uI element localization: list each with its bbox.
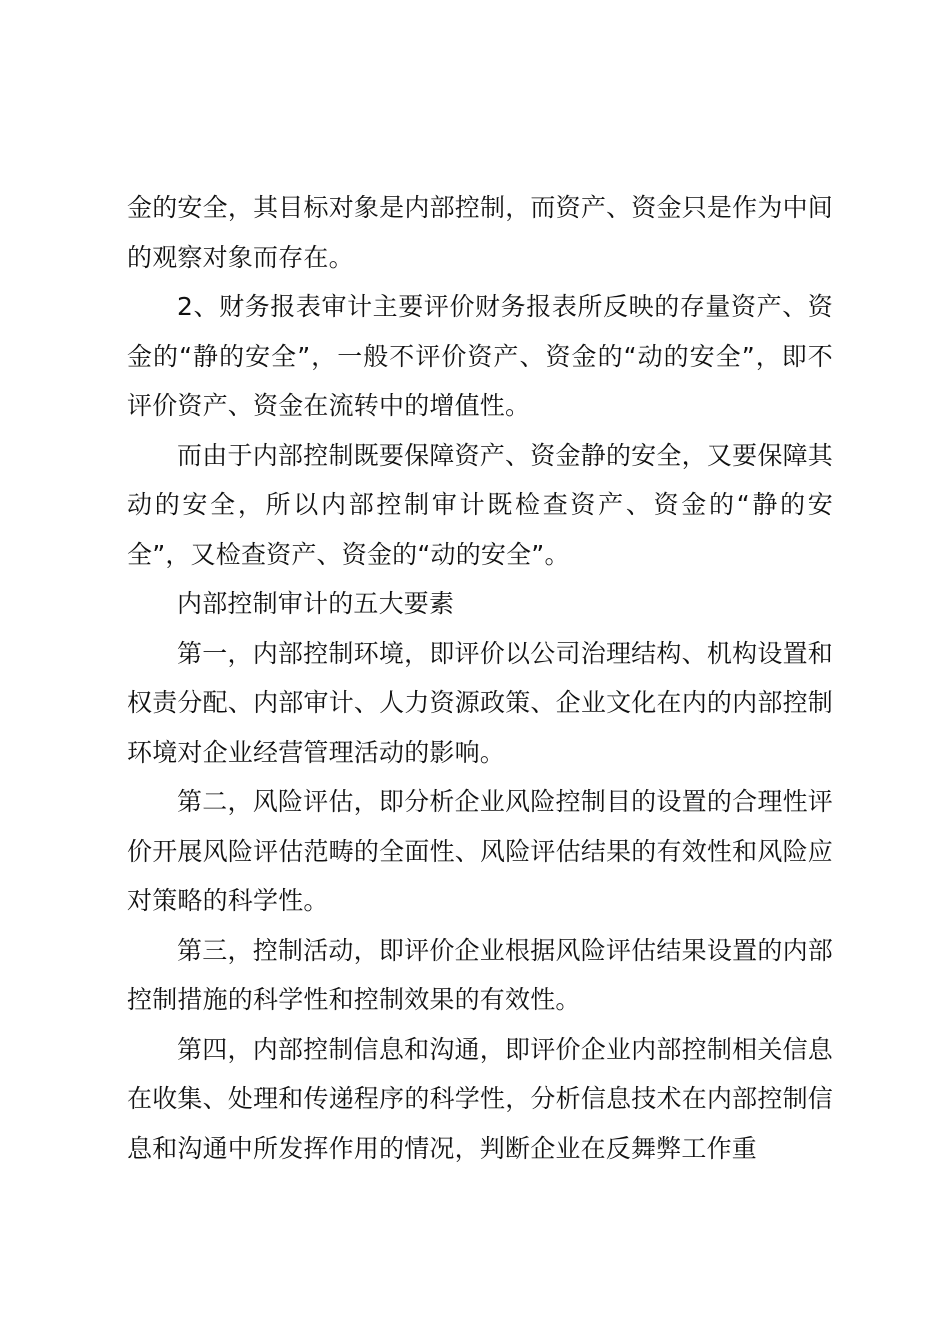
paragraph-element-three: 第三，控制活动，即评价企业根据风险评估结果设置的内部控制措施的科学性和控制效果的有效性。 — [127, 935, 833, 1014]
section-heading-five-elements: 内部控制审计的五大要素 — [177, 589, 455, 618]
paragraph-financial-audit: 2、财务报表审计主要评价财务报表所反映的存量资产、资金的“静的安全”，一般不评价资产、资金的“动的安全”，即不评价资产、资金在流转中的增值性。 — [127, 292, 833, 420]
paragraph-continuation: 金的安全，其目标对象是内部控制，而资产、资金只是作为中间的观察对象而存在。 — [127, 193, 833, 272]
paragraph-element-two: 第二，风险评估，即分析企业风险控制目的设置的合理性评价开展风险评估范畴的全面性、风险评估结果的有效性和风险应对策略的科学性。 — [127, 787, 833, 915]
paragraph-element-four: 第四，内部控制信息和沟通，即评价企业内部控制相关信息在收集、处理和传递程序的科学性，分析信息技术在内部控制信息和沟通中所发挥作用的情况，判断企业在反舞弊工作重 — [127, 1034, 833, 1163]
paragraph-element-one: 第一，内部控制环境，即评价以公司治理结构、机构设置和权责分配、内部审计、人力资源政策、企业文化在内的内部控制环境对企业经营管理活动的影响。 — [127, 638, 833, 767]
paragraph-internal-control-audit: 而由于内部控制既要保障资产、资金静的安全，又要保障其动的安全，所以内部控制审计既检查资产、资金的“静的安全”，又检查资产、资金的“动的安全”。 — [127, 440, 833, 569]
document-body — [127, 183, 833, 1173]
